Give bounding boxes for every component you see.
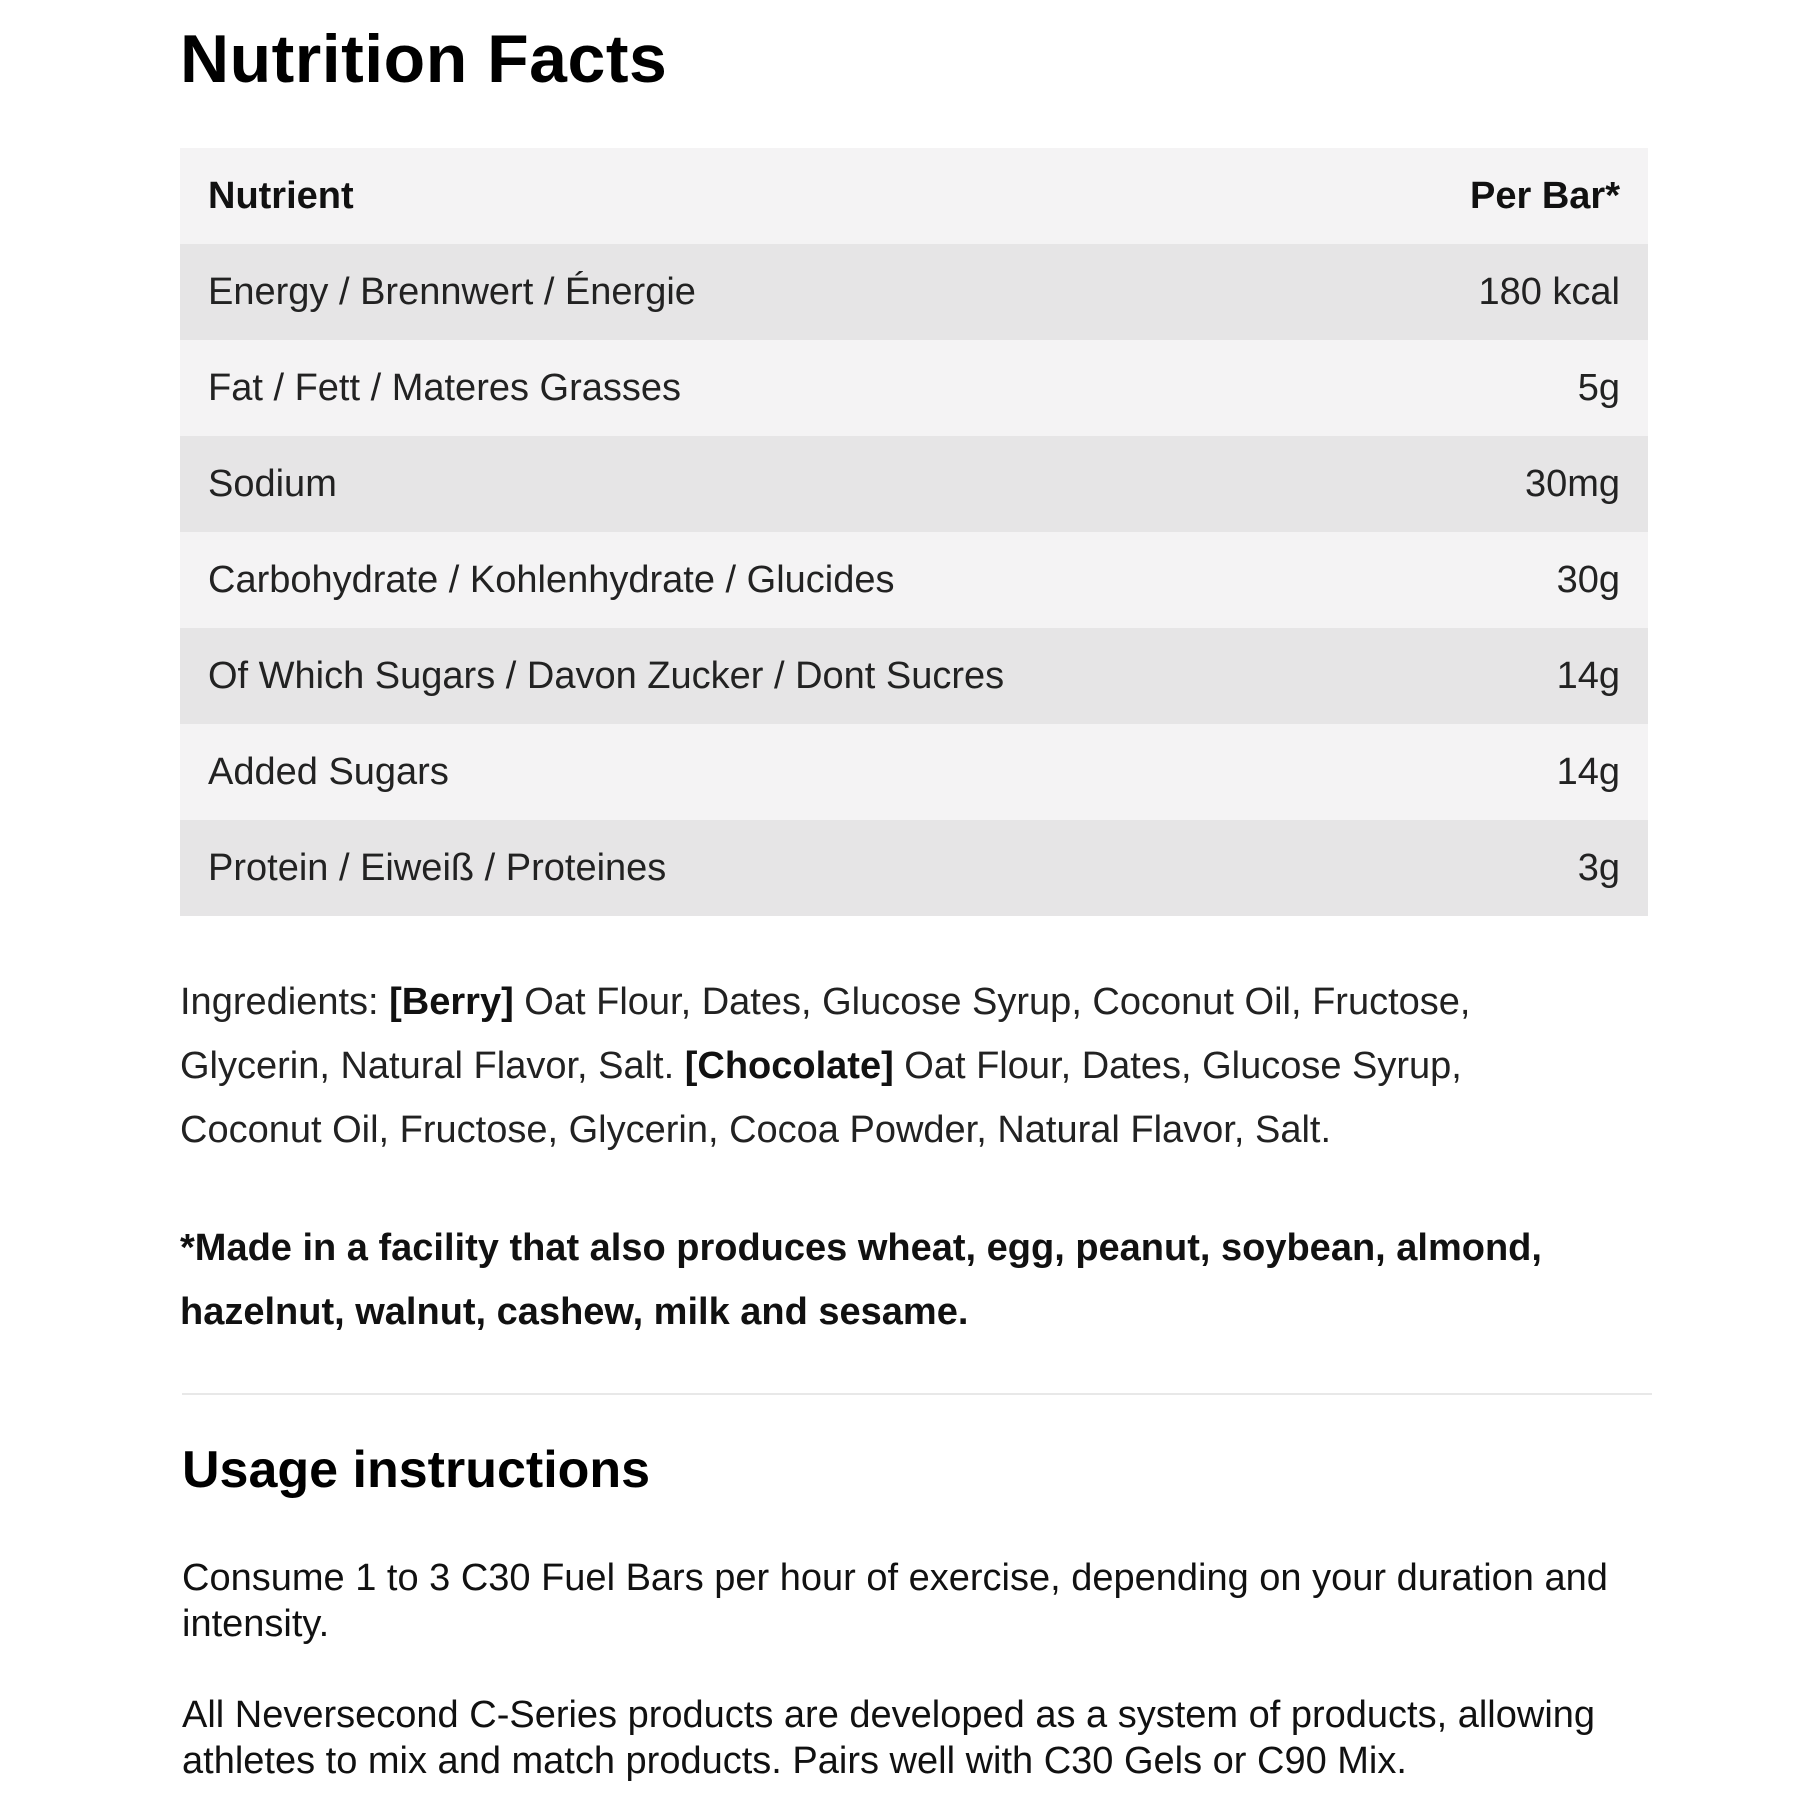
nutrient-label: Added Sugars <box>208 750 449 793</box>
nutrient-label: Carbohydrate / Kohlenhydrate / Glucides <box>208 558 895 601</box>
usage-paragraph-2: All Neversecond C-Series products are developed as a system of products, allowing athletes to mix and match products. Pairs well with C30 Gels or C90 Mix. <box>182 1694 1596 1782</box>
chocolate-ingredients: Oat Flour, Dates, Glucose Syrup, Coconut Oil, Fructose, Glycerin, Cocoa Powder, Natural Flavor, Salt. <box>180 1045 1462 1151</box>
header-nutrient: Nutrient <box>208 174 354 217</box>
nutrient-value: 30mg <box>1524 462 1620 505</box>
nutrient-value: 30g <box>1556 558 1620 601</box>
nutrition-table-header <box>180 148 1648 244</box>
table-row <box>180 340 1648 436</box>
nutrient-label: Of Which Sugars / Davon Zucker / Dont Sucres <box>208 654 1005 697</box>
table-row <box>180 724 1648 820</box>
table-row <box>180 532 1648 628</box>
nutrient-value: 180 kcal <box>1478 270 1620 313</box>
nutrient-label: Protein / Eiweiß / Proteines <box>208 846 667 889</box>
table-row <box>180 820 1648 916</box>
ingredients-text <box>180 970 1580 1162</box>
chocolate-tag: [Chocolate] <box>684 1045 894 1087</box>
table-row <box>180 244 1648 340</box>
nutrient-label: Sodium <box>208 462 337 505</box>
nutrient-value: 14g <box>1556 654 1620 697</box>
berry-tag: [Berry] <box>389 981 514 1023</box>
section-divider <box>182 1393 1652 1395</box>
berry-ingredients: Oat Flour, Dates, Glucose Syrup, Coconut Oil, Fructose, Glycerin, Natural Flavor, Salt. <box>180 981 1471 1087</box>
table-row <box>180 628 1648 724</box>
header-per-bar: Per Bar* <box>1470 174 1620 217</box>
nutrition-table <box>180 148 1648 916</box>
table-row <box>180 436 1648 532</box>
nutrient-label: Energy / Brennwert / Énergie <box>208 270 696 313</box>
nutrient-value: 5g <box>1577 366 1620 409</box>
nutrition-facts-title: Nutrition Facts <box>180 21 668 97</box>
nutrient-value: 3g <box>1577 846 1620 889</box>
allergen-note: *Made in a facility that also produces wheat, egg, peanut, soybean, almond, hazelnut, walnut, cashew, milk and sesame. <box>180 1227 1542 1333</box>
nutrient-value: 14g <box>1556 750 1620 793</box>
nutrient-label: Fat / Fett / Materes Grasses <box>208 366 682 409</box>
usage-paragraph-1: Consume 1 to 3 C30 Fuel Bars per hour of exercise, depending on your duration and intensity. <box>182 1557 1608 1645</box>
usage-instructions-title: Usage instructions <box>182 1441 651 1499</box>
ingredients-prefix: Ingredients: <box>180 981 390 1023</box>
